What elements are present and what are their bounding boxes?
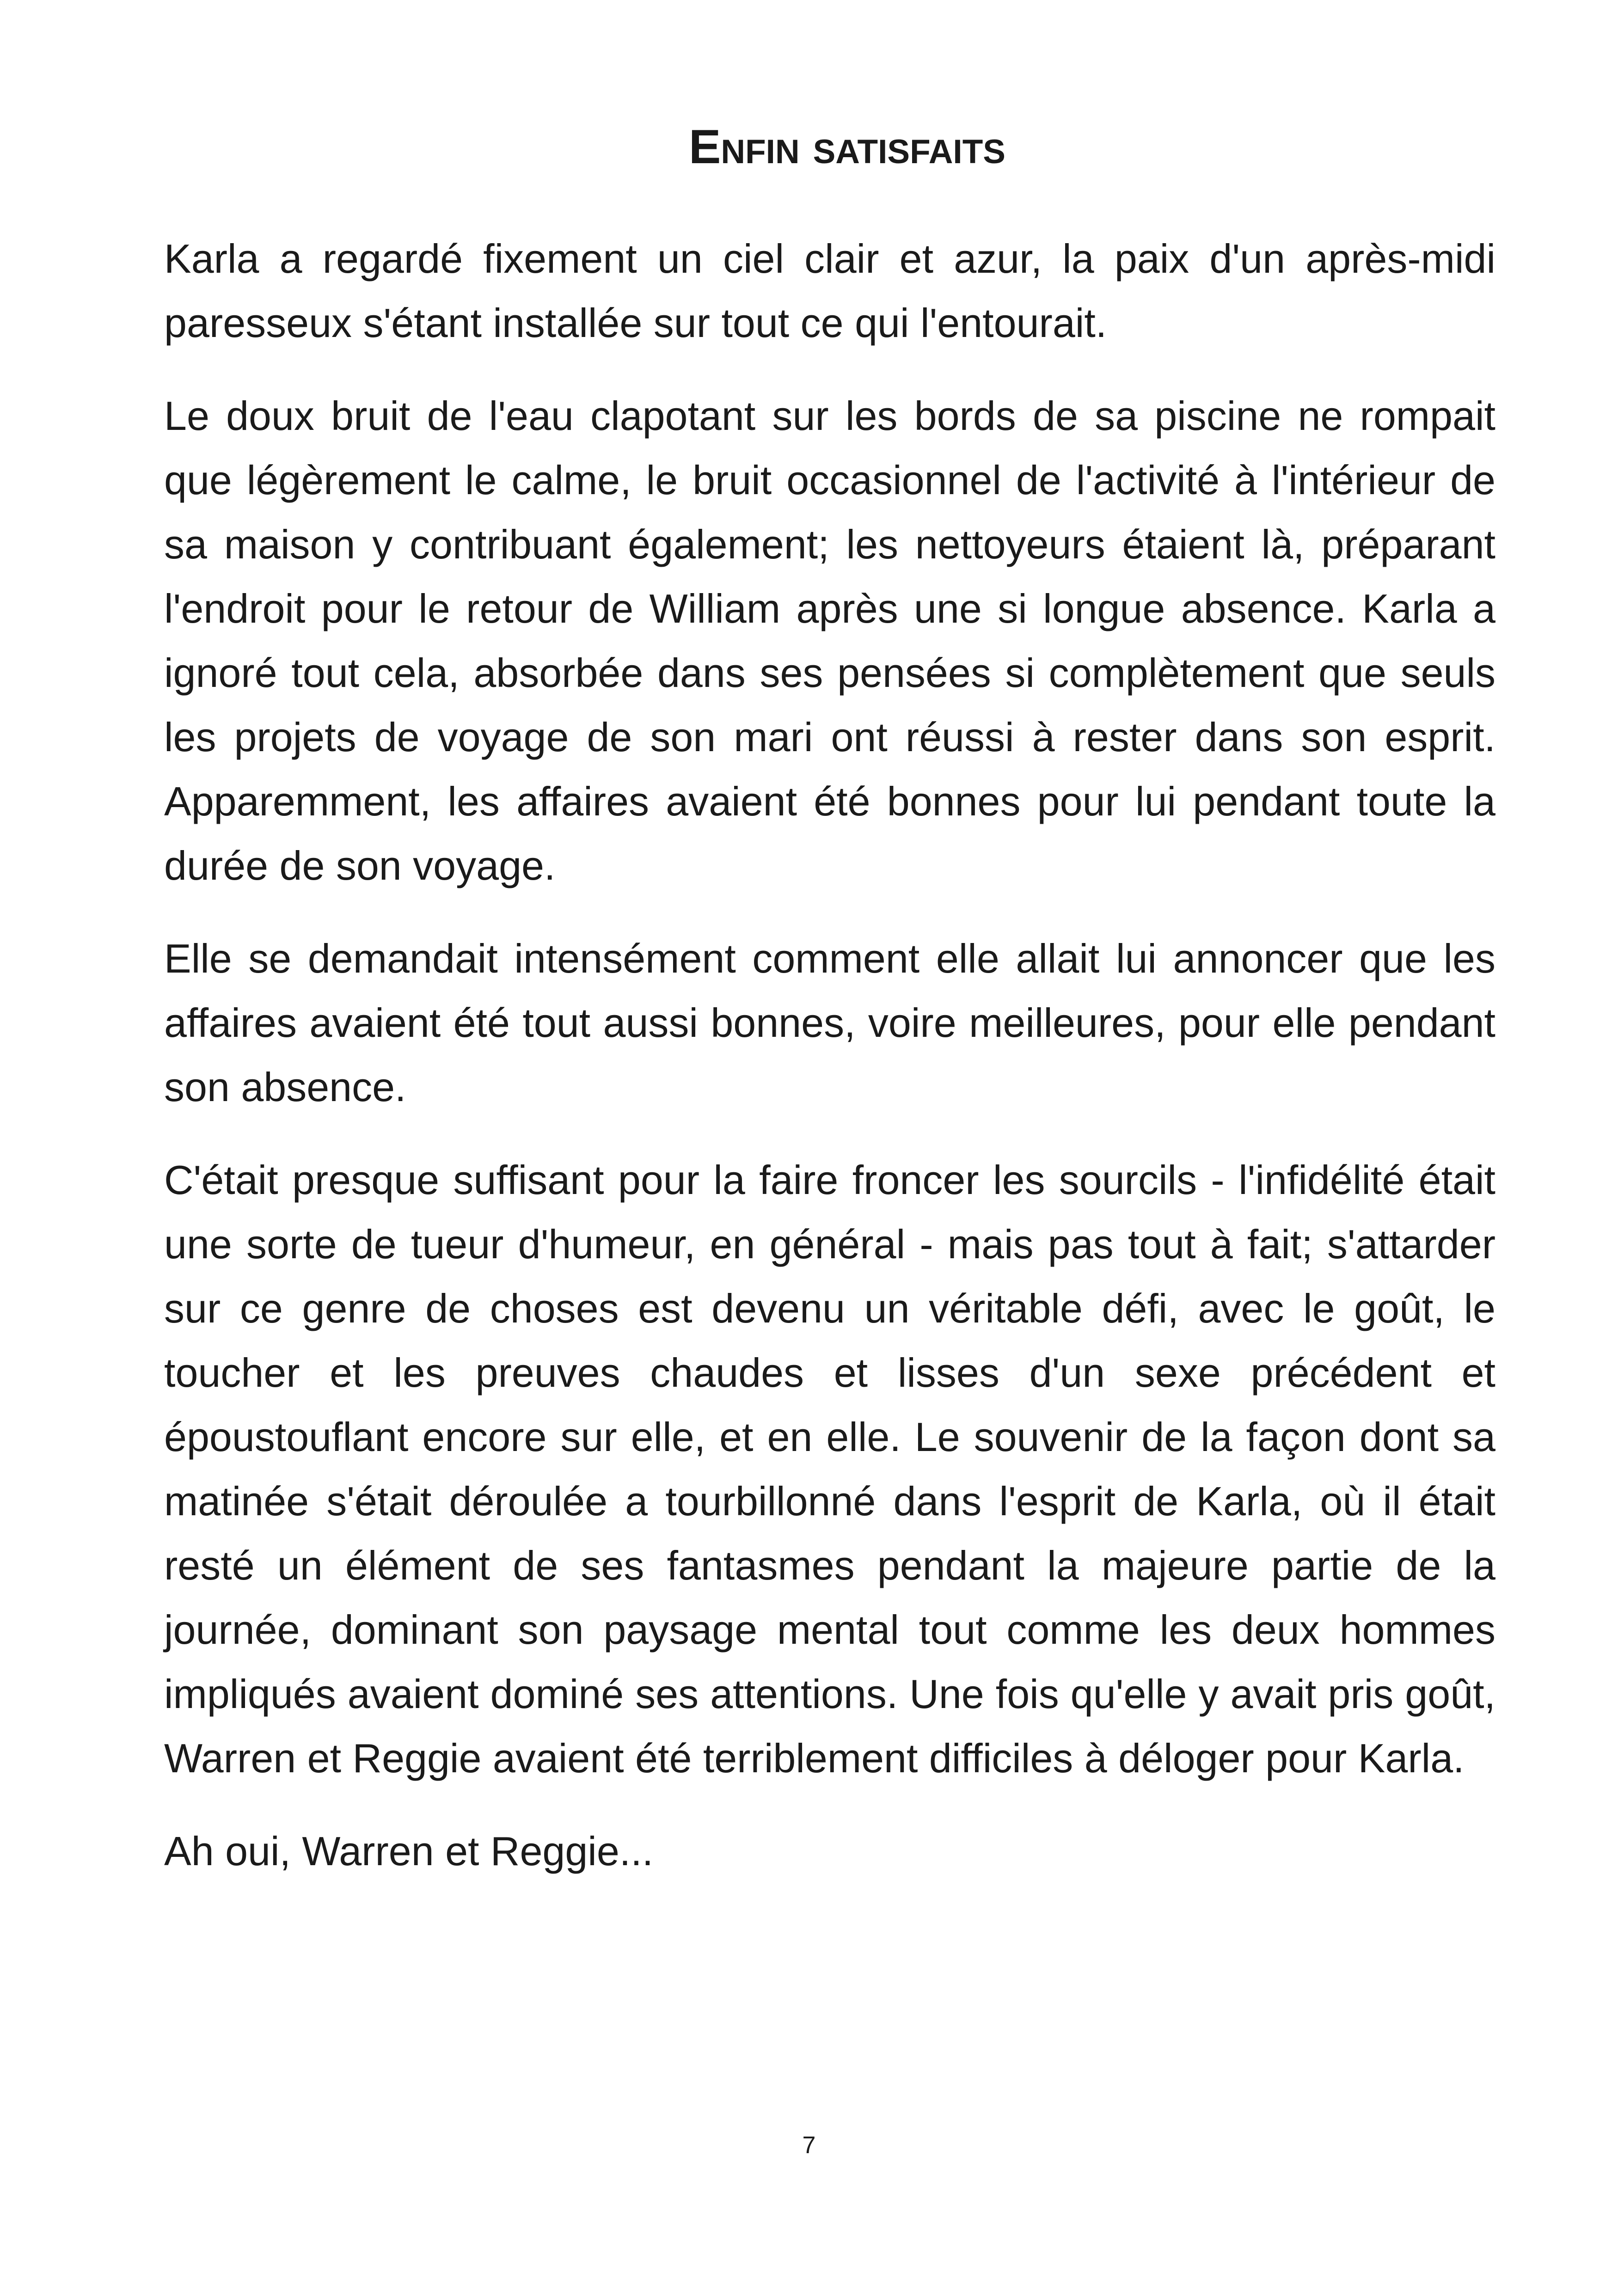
paragraph-1: Karla a regardé fixement un ciel clair et azur, la paix d'un après-midi paresseux s'étant installée sur tout ce qui l'entourait.	[164, 236, 1495, 346]
page-number: 7	[802, 2132, 816, 2159]
chapter-title: Enfin satisfaits	[689, 120, 1005, 174]
chapter-body	[164, 227, 1495, 1912]
paragraph-5: Ah oui, Warren et Reggie...	[164, 1828, 654, 1874]
paragraph-4: C'était presque suffisant pour la faire froncer les sourcils - l'infidélité était une sorte de tueur d'humeur, en général - mais pas tout à fait; s'attarder sur ce genre de choses est devenu un véritable défi, avec le goût, le toucher et les preuves chaudes et lisses d'un sexe précédent et époustouflant encore sur elle, et en elle. Le souvenir de la façon dont sa matinée s'était déroulée a tourbillonné dans l'esprit de Karla, où il était resté un élément de ses fantasmes pendant la majeure partie de la journée, dominant son paysage mental tout comme les deux hommes impliqués avaient dominé ses attentions. Une fois qu'elle y avait pris goût, Warren et Reggie avaient été terriblement difficiles à déloger pour Karla.	[164, 1157, 1495, 1781]
paragraph-3: Elle se demandait intensément comment elle allait lui annoncer que les affaires avaient été tout aussi bonnes, voire meilleures, pour elle pendant son absence.	[164, 936, 1495, 1110]
paragraph-2: Le doux bruit de l'eau clapotant sur les bords de sa piscine ne rompait que légèrement le calme, le bruit occasionnel de l'activité à l'intérieur de sa maison y contribuant également; les nettoyeurs étaient là, préparant l'endroit pour le retour de William après une si longue absence. Karla a ignoré tout cela, absorbée dans ses pensées si complètement que seuls les projets de voyage de son mari ont réussi à rester dans son esprit. Apparemment, les affaires avaient été bonnes pour lui pendant toute la durée de son voyage.	[164, 393, 1495, 888]
